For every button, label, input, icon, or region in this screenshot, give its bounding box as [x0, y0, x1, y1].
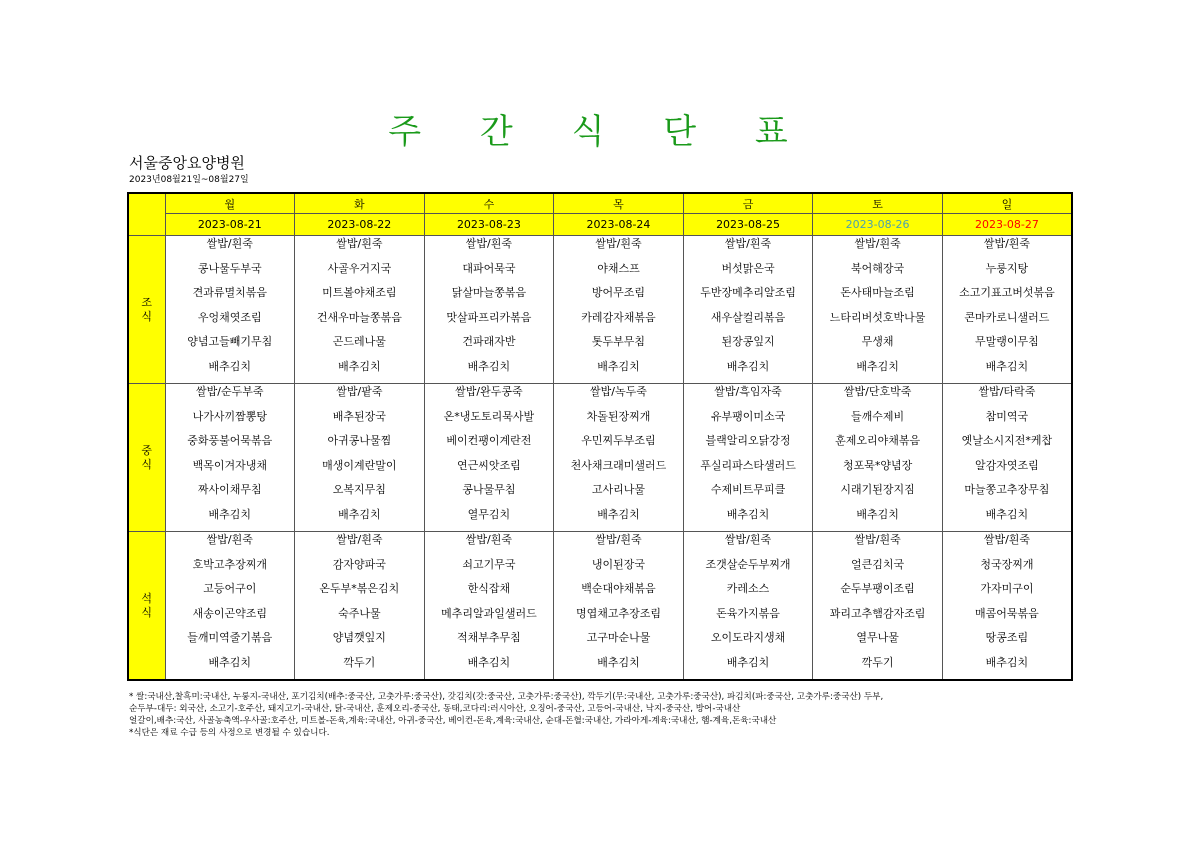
menu-item: 배추된장국: [332, 409, 386, 423]
menu-cell: [683, 532, 813, 681]
menu-item: 베이컨팽이계란전: [446, 434, 532, 447]
menu-item: 쌀밥/완두콩죽: [455, 385, 523, 398]
menu-item: 적채부추무침: [457, 631, 521, 644]
origin-note-line: 순두부-대두: 외국산, 소고기-호주산, 돼지고기-국내산, 닭-국내산, 훈제오리-중국산, 동태,코다리:러시아산, 오징어-중국산, 고등어-국내산, 낙지-중국산, 방어-국내산: [129, 704, 741, 714]
menu-item: 쌀밥/흰죽: [595, 533, 642, 546]
menu-cell: [424, 384, 554, 532]
meal-label-breakfast: [128, 236, 165, 384]
menu-item: 훈제오리야채볶음: [835, 434, 921, 447]
menu-cell: [942, 532, 1072, 681]
menu-item: 백순대야채볶음: [581, 582, 656, 595]
menu-item: 콩나물두부국: [197, 261, 262, 275]
menu-item: 쌀밥/흰죽: [206, 237, 253, 250]
date-header-row: [128, 214, 1072, 236]
date-header-thu: 2023-08-24: [554, 214, 684, 236]
menu-cell: [683, 384, 813, 532]
menu-item: 쌀밥/흰죽: [854, 533, 901, 546]
menu-item: 무생채: [861, 335, 894, 348]
menu-item: 매생이계란말이: [322, 458, 397, 472]
menu-item: 쌀밥/순두부죽: [196, 385, 264, 398]
menu-item: 쌀밥/흰죽: [724, 533, 772, 546]
menu-item: 오복지무침: [332, 483, 386, 496]
menu-item: 느타리버섯호박나물: [829, 310, 926, 324]
menu-item: 아귀콩나물찜: [327, 434, 392, 447]
menu-item: 청포묵*양념장: [842, 458, 913, 472]
menu-item: 쌀밥/흰죽: [983, 237, 1031, 250]
menu-cell: [554, 532, 684, 681]
menu-cell: [295, 236, 425, 384]
menu-item: 쌀밥/흰죽: [336, 533, 383, 546]
menu-item: 배추김치: [985, 359, 1029, 373]
day-header-fri: 금: [683, 193, 813, 214]
day-header-thu: 목: [554, 193, 684, 214]
menu-item: 곤드레나물: [332, 335, 386, 348]
menu-item: 쌀밥/흑임자죽: [714, 385, 782, 398]
menu-item: 배추김치: [597, 359, 640, 373]
menu-item: 고구마순나물: [586, 631, 651, 644]
menu-item: 무말랭이무침: [975, 335, 1039, 348]
menu-item: 푸실리파스타샐러드: [700, 458, 796, 472]
menu-item: 우민찌두부조림: [581, 434, 656, 447]
menu-item: 얼큰김치국: [851, 557, 905, 571]
menu-cell: [295, 532, 425, 681]
menu-item: 감자양파국: [332, 557, 386, 571]
menu-item: 양념깻잎지: [332, 631, 386, 644]
menu-item: 돈육가지볶음: [716, 606, 780, 620]
menu-item: 쌀밥/타락죽: [978, 385, 1036, 398]
date-header-wed: 2023-08-23: [424, 214, 554, 236]
menu-item: 조갯살순두부찌개: [705, 557, 791, 571]
menu-item: 미트볼야채조림: [322, 286, 397, 299]
menu-item: 쌀밥/흰죽: [336, 237, 383, 250]
menu-item: 연근씨앗조림: [457, 458, 521, 472]
menu-item: 배추김치: [856, 507, 899, 521]
menu-item: 열무김치: [467, 507, 511, 521]
menu-item: 고사리나물: [591, 483, 646, 496]
menu-item: 참미역국: [985, 409, 1029, 423]
menu-item: 건파래자반: [462, 335, 516, 348]
menu-cell: [165, 236, 295, 384]
menu-cell: [554, 384, 684, 532]
menu-cell: [813, 384, 943, 532]
menu-item: 천사채크래미샐러드: [570, 458, 667, 472]
menu-item: 누룽지탕: [985, 261, 1029, 275]
meal-label-text: 석식: [141, 591, 153, 619]
menu-item: 차돌된장찌개: [586, 409, 651, 423]
menu-item: 쌀밥/흰죽: [724, 237, 772, 250]
menu-item: 대파어묵국: [462, 261, 516, 275]
menu-item: 냉이된장국: [591, 557, 646, 571]
menu-item: 열무나물: [856, 631, 899, 644]
menu-item: 알감자엿조림: [975, 458, 1039, 472]
day-header-sun: 일: [942, 193, 1072, 214]
menu-item: 배추김치: [597, 655, 640, 669]
menu-item: 땅콩조림: [985, 631, 1029, 644]
corner-cell: [128, 193, 165, 236]
menu-item: 쌀밥/흰죽: [206, 533, 253, 546]
menu-item: 중화풍불어묵볶음: [187, 434, 273, 447]
menu-item: 북어해장국: [851, 261, 905, 275]
menu-item: 오이도라지생채: [710, 631, 786, 644]
meal-row-lunch: [128, 384, 1072, 532]
menu-item: 옛날소시지전*케찹: [961, 434, 1053, 447]
menu-period: 2023년08월21일~08월27일: [129, 175, 249, 185]
menu-item: 수제비트무피클: [710, 483, 786, 496]
menu-cell: [165, 384, 295, 532]
menu-item: 카레감자채볶음: [581, 310, 656, 324]
date-header-mon: 2023-08-21: [165, 214, 295, 236]
weekly-menu-table: [127, 192, 1073, 681]
menu-item: 숙주나물: [338, 606, 381, 620]
menu-item: 쌀밥/흰죽: [854, 237, 901, 250]
meal-label-dinner: [128, 532, 165, 681]
menu-item: 깍두기: [861, 655, 894, 669]
menu-item: 배추김치: [467, 655, 511, 669]
meal-row-breakfast: [128, 236, 1072, 384]
menu-cell: [424, 236, 554, 384]
meal-label-text: 중식: [141, 443, 153, 471]
menu-cell: [554, 236, 684, 384]
menu-cell: [813, 236, 943, 384]
menu-item: 배추김치: [467, 359, 511, 373]
menu-item: 맛살파프리카볶음: [446, 310, 532, 324]
menu-item: 된장콩잎지: [721, 335, 775, 348]
menu-item: 양념고들빼기무침: [187, 335, 273, 348]
date-header-fri: 2023-08-25: [683, 214, 813, 236]
menu-item: 쇠고기무국: [462, 557, 516, 571]
menu-change-notice: *식단은 재료 수급 등의 사정으로 변경될 수 있습니다.: [129, 728, 330, 738]
menu-cell: [165, 532, 295, 681]
date-header-tue: 2023-08-22: [295, 214, 425, 236]
menu-item: 닭살마늘쫑볶음: [451, 286, 527, 299]
menu-item: 돈사태마늘조림: [840, 286, 915, 299]
menu-cell: [813, 532, 943, 681]
menu-item: 쌀밥/팥죽: [336, 385, 383, 398]
meal-label-text: 조식: [141, 295, 153, 323]
menu-item: 시래기된장지짐: [840, 483, 915, 496]
menu-item: 들깨수제비: [851, 409, 905, 423]
menu-item: 카레소스: [726, 582, 770, 595]
menu-item: 유부팽이미소국: [710, 409, 786, 423]
menu-item: 새우살컬리볶음: [710, 310, 786, 324]
menu-item: 소고기표고버섯볶음: [959, 286, 1055, 299]
menu-item: 배추김치: [208, 655, 252, 669]
menu-item: 블랙알리오닭강정: [705, 434, 791, 447]
date-header-sat: 2023-08-26: [813, 214, 943, 236]
menu-item: 배추김치: [338, 359, 381, 373]
day-header-mon: 월: [165, 193, 295, 214]
menu-item: 꽈리고추햄감자조림: [829, 606, 926, 620]
menu-item: 건새우마늘쫑볶음: [316, 310, 402, 324]
menu-item: 깍두기: [343, 655, 376, 669]
menu-item: 배추김치: [208, 359, 252, 373]
menu-item: 메추리알과일샐러드: [441, 606, 537, 620]
menu-item: 콘마카로니샐러드: [964, 310, 1050, 324]
menu-item: 한식잡채: [467, 582, 511, 595]
menu-item: 들깨미역줄기볶음: [187, 631, 273, 644]
ingredient-origin-notes: [129, 691, 1069, 739]
menu-item: 백목이겨자냉채: [192, 458, 267, 472]
day-header-sat: 토: [813, 193, 943, 214]
menu-item: 쌀밥/흰죽: [465, 533, 513, 546]
menu-item: 배추김치: [726, 655, 770, 669]
day-header-wed: 수: [424, 193, 554, 214]
origin-note-line: * 쌀:국내산,찰흑미:국내산, 누룽지-국내산, 포기김치(배추:중국산, 고춧가루:중국산), 갓김치(갓:중국산, 고춧가루:중국산), 깍두기(무:국내산, 고춧가루:중국산), 파김치(파:중국산, 고춧가루:중국산) 두부,: [129, 692, 884, 702]
menu-item: 우엉채엿조림: [197, 310, 262, 324]
menu-cell: [942, 236, 1072, 384]
menu-item: 두반장메추리알조림: [700, 286, 796, 299]
menu-cell: [295, 384, 425, 532]
menu-item: 매콤어묵볶음: [975, 606, 1039, 620]
origin-note-line: 얼갈이,배추:국산, 사골농축액-우사골:호주산, 미트볼-돈육,계육:국내산, 아귀-중국산, 베이컨-돈육,계육:국내산, 순대-돈혈:국내산, 가라아게-계육:국내산, 햄-계육,돈육:국내산: [129, 716, 777, 726]
menu-item: 쌀밥/단호박죽: [843, 385, 912, 398]
menu-cell: [942, 384, 1072, 532]
menu-item: 순두부팽이조림: [840, 582, 915, 595]
menu-item: 야채스프: [597, 261, 640, 275]
menu-item: 배추김치: [985, 655, 1029, 669]
menu-item: 배추김치: [208, 507, 252, 521]
menu-item: 쌀밥/흰죽: [983, 533, 1031, 546]
meal-label-lunch: [128, 384, 165, 532]
menu-item: 배추김치: [597, 507, 640, 521]
menu-item: 톳두부무침: [591, 335, 646, 348]
menu-item: 쌀밥/녹두죽: [590, 385, 647, 398]
menu-item: 쌀밥/흰죽: [465, 237, 513, 250]
menu-item: 방어무조림: [591, 286, 646, 299]
organization-name: 서울중앙요양병원: [129, 154, 245, 172]
menu-item: 온두부*볶은김치: [319, 582, 400, 595]
menu-item: 쌀밥/흰죽: [595, 237, 642, 250]
menu-item: 새송이곤약조림: [192, 606, 267, 620]
menu-item: 마늘쫑고추장무침: [964, 483, 1050, 496]
menu-item: 호박고추장찌개: [192, 557, 267, 571]
menu-cell: [683, 236, 813, 384]
date-header-sun: 2023-08-27: [942, 214, 1072, 236]
menu-item: 사골우거지국: [327, 261, 392, 275]
meal-row-dinner: [128, 532, 1072, 681]
day-header-tue: 화: [295, 193, 425, 214]
menu-item: 배추김치: [726, 359, 770, 373]
menu-item: 버섯맑은국: [721, 261, 775, 275]
page-title: 주 간 식 단 표: [388, 112, 812, 152]
menu-item: 고등어구이: [203, 582, 257, 595]
menu-item: 배추김치: [856, 359, 899, 373]
menu-item: 배추김치: [726, 507, 770, 521]
menu-item: 명엽채고추장조림: [575, 606, 661, 620]
menu-item: 콩나물무침: [462, 483, 516, 496]
menu-item: 나가사끼짬뽕탕: [192, 409, 267, 423]
menu-item: 배추김치: [985, 507, 1029, 521]
menu-item: 배추김치: [338, 507, 381, 521]
menu-item: 청국장찌개: [980, 557, 1034, 571]
menu-item: 견과류멸치볶음: [192, 286, 267, 299]
day-header-row: [128, 193, 1072, 214]
menu-cell: [424, 532, 554, 681]
menu-item: 짜사이채무침: [197, 483, 262, 496]
menu-item: 가자미구이: [980, 582, 1034, 595]
menu-item: 온*냉도토리묵사발: [443, 409, 535, 423]
